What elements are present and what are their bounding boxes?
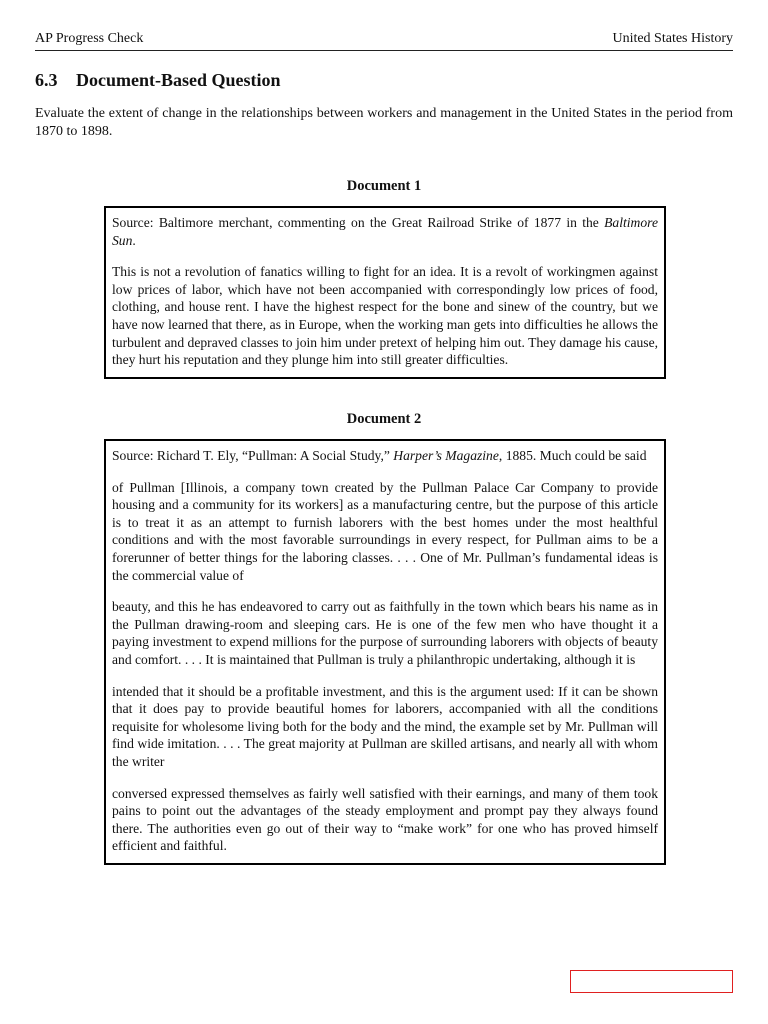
document-2-source-suffix: , 1885. Much could be said (498, 448, 647, 463)
document-1-source (112, 214, 658, 249)
page-number-box (570, 970, 733, 993)
header-left-title: AP Progress Check (35, 31, 144, 46)
document-2-source-prefix: Source: Richard T. Ely, “Pullman: A Social Study,” (112, 448, 394, 463)
section-title-text: Document-Based Question (76, 70, 281, 90)
document-1-heading: Document 1 (346, 178, 422, 194)
document-2-heading: Document 2 (346, 411, 422, 427)
document-2-box (104, 439, 666, 865)
document-2-paragraph-2: beauty, and this he has endeavored to carry out as faithfully in the town which bears his name as in the Pullman drawing-room and sleeping cars. He is one of the few men who have thought it a paying investment to expend millions for the purpose of surrounding laborers with objects of beauty and comfort. . . . It is maintained that Pullman is truly a philanthropic undertaking, although it is (112, 599, 658, 667)
document-1-source-publication: Baltimore Sun (112, 215, 658, 248)
question-prompt: Evaluate the extent of change in the relationships between workers and management in the United States in the period from 1870 to 1898. (35, 106, 733, 139)
document-2-source-publication: Harper’s Magazine (393, 448, 499, 463)
section-title (35, 70, 281, 91)
document-1-source-suffix: . (132, 232, 136, 248)
document-2-source (112, 447, 658, 465)
header-right-title: United States History (612, 31, 733, 46)
document-2-paragraph-4: conversed expressed themselves as fairly well satisfied with their earnings, and many of them took pains to point out the advantages of the steady employment and prompt pay they always found there. The authorities even go out of their way to “make work” for one who has proved himself efficient and faithful. (112, 785, 658, 854)
document-2-paragraph-1: of Pullman [Illinois, a company town created by the Pullman Palace Car Company to provide housing and a community for its workers] as a manufacturing centre, but the purpose of this article is to treat it as an attempt to furnish laborers with the best homes under the most healthful conditions and with the most favorable surroundings in every respect, for Pullman aims to be a forerunner of better things for the laboring classes. . . . One of Mr. Pullman’s fundamental ideas is the commercial value of (112, 479, 658, 583)
document-1-source-prefix: Source: Baltimore merchant, commenting on the Great Railroad Strike of 1877 in the (112, 215, 605, 230)
page-header (35, 31, 733, 51)
section-number: 6.3 (35, 70, 58, 90)
document-1-paragraph-1: This is not a revolution of fanatics willing to fight for an idea. It is a revolt of workingmen against low prices of labor, which have not been accompanied with correspondingly low prices of food, clothing, and house rent. I have the highest respect for the bone and sinew of the country, but we have now learned that there, as in Europe, when the working man gets into difficulties he allows the turbulent and depraved classes to join him under pretext of helping him out. They damage his cause, they hurt his reputation and they plunge him into still greater difficulties. (112, 264, 658, 368)
document-2-paragraph-3: intended that it should be a profitable investment, and this is the argument used: If it can be shown that it does pay to provide beautiful homes for laborers, accompanied with all the conditions requisite for wholesome living both for the body and the mind, the example set by Mr. Pullman will find wide imitation. . . . The great majority at Pullman are skilled artisans, and nearly all with whom the writer (112, 683, 658, 769)
document-1-box (104, 206, 666, 379)
